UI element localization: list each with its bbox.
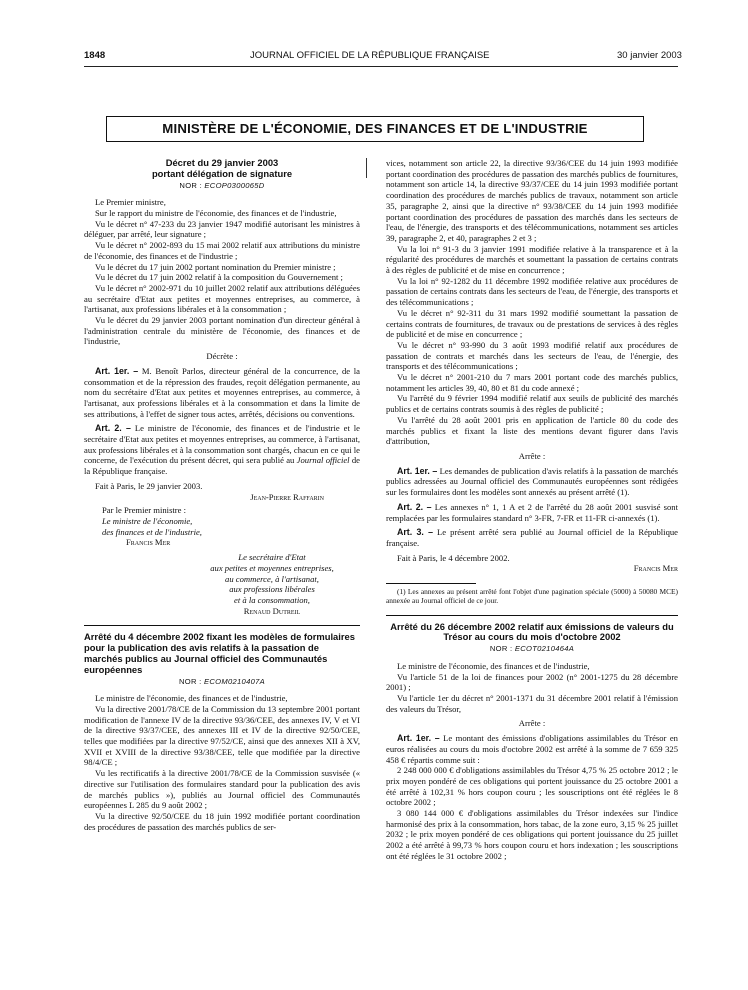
nor-code: ECOP0300065D — [204, 180, 265, 190]
decret-para: Sur le rapport du ministre de l'économie, des finances et de l'industrie, — [95, 208, 337, 218]
decret-para: Vu le décret du 29 janvier 2003 portant nomination d'un directeur général à l'administration centrale du ministère de l'économie, des finances et de l'industrie, — [84, 315, 360, 347]
secretary-title-5: et à la consommation, — [234, 594, 310, 605]
arrete1-footnote: (1) Les annexes au présent arrêté font l'objet d'une pagination spéciale (5000) à 50080 MCE) annexée au Journal officiel de ce jour. — [386, 587, 678, 605]
arrete2-para: 2 248 000 000 € d'obligations assimilables du Trésor 4,75 % 25 octobre 2012 ; le prix moyen pondéré de ces obligations qui portent jouissance du 25 octobre 2001 a été arrêté à 102,31 % hors coupon couru ; les souscriptions ont été réglées le 8 octobre 2002 ; — [386, 765, 678, 808]
arrete1-para: Vu l'arrêté du 9 février 1994 modifié relatif aux seuils de publicité des marchés publics et de certains contrats soumis à des règles de publicité ; — [386, 393, 678, 415]
arrete1-article-2 — [386, 502, 678, 523]
decret-nor — [84, 181, 360, 192]
nor-code: ECOM0210407A — [204, 676, 266, 686]
article-text: M. Benoît Parlos, directeur général de la concurrence, de la consommation et de la répression des fraudes, reçoit délégation permanente, au nom du secrétaire d'Etat aux petites et moyennes entreprises, au commerce, à l'artisanat, aux professions libérales et à la consommation et dans la limite de ses attributions, à l'effet de signer tous actes, arrêtés, décisions ou conventions. — [84, 365, 360, 419]
secretary-title-1: Le secrétaire d'Etat — [238, 552, 306, 563]
arrete1-para: Vu le décret n° 93-990 du 3 août 1993 modifié relatif aux procédures de passation de contrats et marchés dans les secteurs de l'eau, de l'énergie, des transports et des télécommunications ; — [386, 339, 678, 372]
article-label: Art. 2. – — [95, 423, 131, 434]
footnote-rule — [386, 583, 476, 584]
nor-code: ECOT0210464A — [514, 644, 575, 654]
article-text: Les demandes de publication d'avis relatifs à la passation de marchés publics adressées au Journal officiel des Communautés européennes sont rédigées sur les formulaires dont les modèles sont annexés au présent arrêté (1). — [386, 465, 678, 498]
secretary-signature — [84, 552, 360, 616]
arrete2-title: Arrêté du 26 décembre 2002 relatif aux émissions de valeurs du Trésor au cours du mois d'octobre 2002 — [390, 620, 674, 643]
minister-signature — [102, 505, 360, 548]
left-column — [84, 158, 360, 832]
decret-signatory: Jean-Pierre Raffarin — [250, 491, 324, 502]
decret-para: Vu le décret n° 47-233 du 23 janvier 1947 modifié autorisant les ministres à déléguer, par arrêté, leur signature ; — [84, 218, 360, 240]
arrete1-para: Vu la loi n° 92-1282 du 11 décembre 1992 modifiée relative aux procédures de passation de certains contrats dans les secteurs de l'eau, de l'énergie, des transports et des télécommunications ; — [386, 275, 678, 308]
article-label: Art. 1er. – — [95, 365, 139, 376]
article-label: Art. 3. – — [397, 527, 434, 538]
arrete1-article-1 — [386, 466, 678, 498]
arrete2-article-1 — [386, 733, 678, 765]
margin-mark — [366, 158, 367, 178]
arrete1-nor — [84, 677, 360, 688]
arrete2-nor — [386, 644, 678, 655]
article-label: Art. 1er. – — [397, 733, 440, 744]
journal-title: JOURNAL OFFICIEL DE LA RÉPUBLIQUE FRANÇAISE — [250, 50, 490, 61]
arrete1-para: vices, notamment son article 22, la directive 93/36/CEE du 14 juin 1993 modifiée portant coordination des procédures de passation des marchés publics de fournitures, notamment son article 14, la directive 93/37/CEE du 14 juin 1993 modifiée portant coordination des procédures de marchés publics de travaux, notamment son article 35, paragraphe 2, ainsi que la directive n° 93/38/CEE du 14 juin 1993 modifiée portant coordination des procédures de passation des marchés dans les secteurs de l'eau, de l'énergie, des transports et des télécommunications, notamment ses articles 39, paragraphe 2, et 40, paragraphes 2 et 3 ; — [386, 158, 678, 243]
page-number: 1848 — [84, 50, 106, 61]
nor-label: NOR : — [178, 676, 204, 686]
decret-para: Vu le décret du 17 juin 2002 relatif à la composition du Gouvernement ; — [95, 272, 343, 283]
secretary-title-2: aux petites et moyennes entreprises, — [210, 562, 334, 573]
arrete1-signatory: Francis Mer — [633, 563, 678, 574]
decret-article-2 — [84, 423, 360, 477]
header-rule — [84, 66, 678, 67]
journal-officiel-ref: Journal officiel — [296, 455, 350, 466]
article-text: Les annexes n° 1, 1 A et 2 de l'arrêté du 28 août 2001 susvisé sont remplacées par les formulaires standard n° 3-FR, 7-FR et 11-FR ci-annexés (1). — [386, 501, 678, 523]
arrete1-para: Vu le décret n° 92-311 du 31 mars 1992 modifié soumettant la passation de certains contrats de fournitures, de travaux ou de prestations de services à des règles de publicité et de mise en concurrence ; — [386, 307, 678, 340]
arrete2-para: Vu l'article 1er du décret n° 2001-1371 du 31 décembre 2001 relatif à l'émission des valeurs du Trésor, — [386, 693, 678, 714]
arrete1-fait: Fait à Paris, le 4 décembre 2002. — [397, 552, 510, 563]
arrete2-para: Vu l'article 51 de la loi de finances pour 2002 (n° 2001-1275 du 28 décembre 2001) ; — [386, 671, 678, 693]
par-premier-ministre: Par le Premier ministre : — [102, 505, 187, 516]
arrete1-para: Vu le décret n° 2001-210 du 7 mars 2001 portant code des marchés publics, notamment les articles 39, 40, 80 et 81 du code annexé ; — [386, 372, 678, 393]
article-text: Le présent arrêté sera publié au Journal officiel de la République française. — [386, 527, 678, 548]
article-text: de la République française. — [84, 455, 360, 477]
minister-title-2: des finances et de l'industrie, — [102, 526, 202, 537]
arrete1-article-3 — [386, 527, 678, 548]
right-column — [386, 158, 678, 862]
arrete-label: Arrête : — [518, 718, 546, 729]
issue-date: 30 janvier 2003 — [617, 50, 682, 61]
arrete2-para: Le ministre de l'économie, des finances et de l'industrie, — [397, 660, 590, 671]
article-label: Art. 1er. – — [397, 465, 438, 476]
decret-title-line-2: portant délégation de signature — [151, 167, 293, 179]
arrete2-para: 3 080 144 000 € d'obligations assimilables du Trésor indexées sur l'indice harmonisé des prix à la consommation, hors tabac, de la zone euro, 3,15 % 25 juillet 2032 ; le prix moyen pondéré de ces obligations qui portent jouissance du 25 juillet 2002 a été arrêté à 99,73 % hors coupon couru et hors indexation ; les souscriptions ont été réglées le 31 octobre 2002 ; — [386, 808, 678, 861]
section-divider — [386, 615, 678, 616]
arrete1-para: Vu la directive 92/50/CEE du 18 juin 1992 modifiée portant coordination des procédures de passation des marchés publics de ser- — [84, 810, 360, 832]
arrete1-title: Arrêté du 4 décembre 2002 fixant les modèles de formulaires pour la publication des avis relatifs à la passation de marchés publics au Journal officiel des Communautés européennes — [84, 631, 355, 675]
arrete-label: Arrête : — [518, 450, 546, 461]
nor-label: NOR : — [179, 180, 205, 190]
decret-title — [84, 158, 360, 180]
nor-label: NOR : — [489, 644, 515, 654]
decret-para: Le Premier ministre, — [95, 197, 166, 208]
decret-para: Vu le décret n° 2002-893 du 15 mai 2002 relatif aux attributions du ministre de l'économie, des finances et de l'industrie ; — [84, 240, 360, 261]
decrete-label: Décrète : — [206, 351, 238, 362]
article-label: Art. 2. – — [397, 501, 432, 512]
page-header — [0, 50, 748, 64]
decret-article-1 — [84, 366, 360, 420]
arrete1-para: Vu les rectificatifs à la directive 2001/78/CE de la Commission susvisée (« directive sur l'utilisation des formulaires standard pour la publication des avis de marchés publics »), publiés au Journal officiel des Communautés européennes L 285 du 9 août 2002 ; — [84, 768, 360, 811]
secretary-title-4: aux professions libérales — [229, 584, 315, 595]
decret-title-line-1: Décret du 29 janvier 2003 — [165, 157, 279, 168]
secretary-title-3: au commerce, à l'artisanat, — [225, 573, 319, 584]
section-divider — [84, 625, 360, 626]
secretary-name: Renaud Dutreil — [243, 605, 301, 616]
article-text: Le montant des émissions d'obligations assimilables du Trésor en euros réalisées au cours du mois d'octobre 2002 est arrêté à la somme de 7 659 325 458 € répartis comme suit : — [386, 733, 678, 765]
arrete1-para: Vu la loi n° 91-3 du 3 janvier 1991 modifiée relative à la transparence et à la régularité des procédures de marchés et soumettant la passation de certains contrats à des règles de publicité et de mise en concurrence ; — [386, 243, 678, 276]
decret-para: Vu le décret du 17 juin 2002 portant nomination du Premier ministre ; — [95, 261, 336, 272]
arrete1-para: Vu la directive 2001/78/CE de la Commission du 13 septembre 2001 portant modification de l'annexe IV de la directive 93/36/CEE, des annexes IV, V et VI de la directive 93/37/CEE, des annexes III et IV de la directive 92/50/CEE, telles que modifiées par la directive 97/52/CE, ainsi que des annexes XII à XV, XVII et XVIII de la directive 93/38/CEE, telle que modifiée par la directive 98/4/CE ; — [84, 703, 360, 768]
arrete1-para: Vu l'arrêté du 28 août 2001 pris en application de l'article 80 du code des marchés publics et fixant la liste des mentions devant figurer dans l'avis d'attribution, — [386, 414, 678, 447]
article-text: Le ministre de l'économie, des finances et de l'industrie et le secrétaire d'Etat aux petites et moyennes entreprises, au commerce, à l'artisanat, aux professions libérales et à la consommation sont chargés, chacun en ce qui le concerne, de l'exécution du présent décret, qui sera publié au — [84, 423, 360, 466]
ministry-title: MINISTÈRE DE L'ÉCONOMIE, DES FINANCES ET DE L'INDUSTRIE — [106, 116, 644, 142]
minister-name: Francis Mer — [126, 537, 171, 548]
decret-para: Vu le décret n° 2002-971 du 10 juillet 2002 relatif aux attributions déléguées au secrétaire d'Etat aux petites et moyennes entreprises, au commerce, à l'artisanat, aux professions libérales et à la consommation ; — [84, 282, 360, 315]
arrete1-para: Le ministre de l'économie, des finances et de l'industrie, — [95, 693, 288, 704]
decret-fait: Fait à Paris, le 29 janvier 2003. — [95, 480, 203, 491]
minister-title-1: Le ministre de l'économie, — [102, 515, 193, 526]
